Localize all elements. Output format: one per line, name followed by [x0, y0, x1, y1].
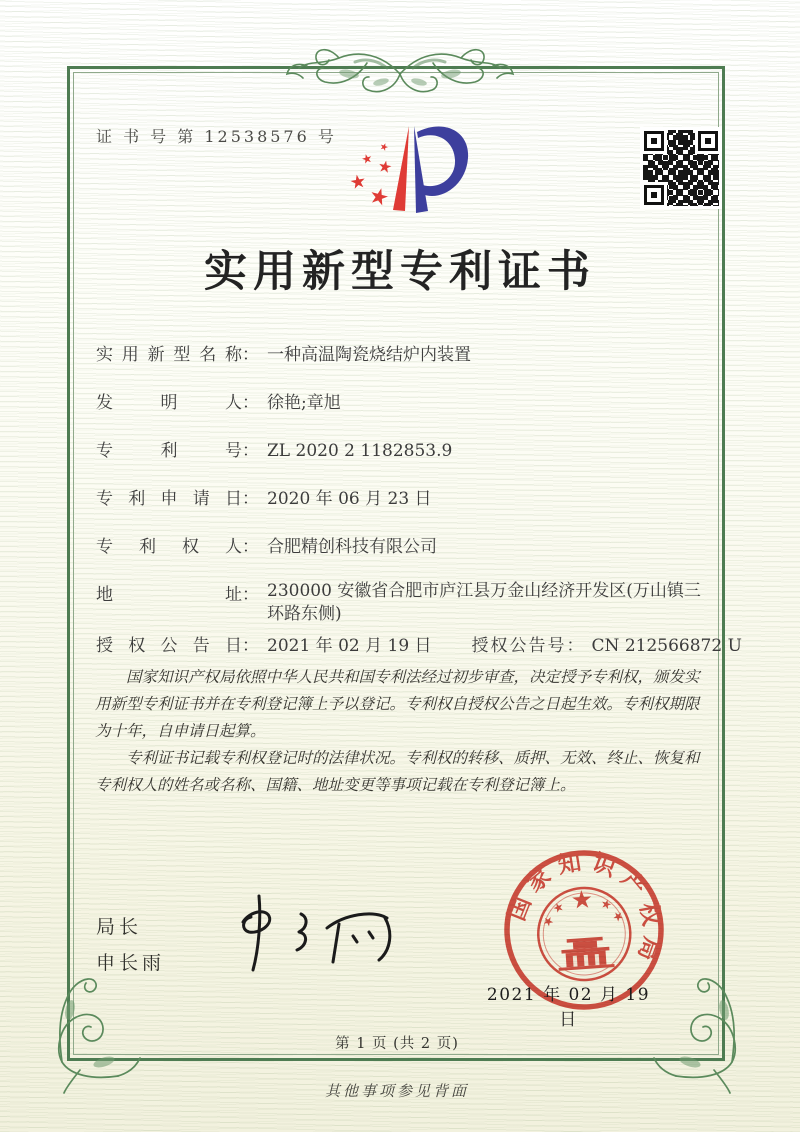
- cnipa-logo-icon: [330, 110, 495, 235]
- qr-finder-top-left: [644, 131, 664, 151]
- field-label: 专利权人: [96, 537, 242, 557]
- commissioner-title: 局长: [96, 916, 143, 938]
- legal-paragraph-2: 专利证书记载专利权登记时的法律状况。专利权的转移、质押、无效、终止、恢复和专利权人的姓名或名称、国籍、地址变更等事项记载在专利登记簿上。: [95, 749, 700, 794]
- legal-text-section: [95, 664, 709, 799]
- qr-finder-top-right: [698, 131, 718, 151]
- field-row-name: [96, 340, 716, 365]
- logo-stars: [350, 142, 393, 206]
- field-colon: ：: [242, 441, 259, 461]
- field-colon: ：: [242, 585, 259, 605]
- commissioner-name: 申长雨: [96, 952, 166, 974]
- certificate-title: 实用新型专利证书: [204, 247, 596, 297]
- legal-paragraph-1: 国家知识产权局依照中华人民共和国专利法经过初步审查，决定授予专利权，颁发实用新型专利证书并在专利登记簿上予以登记。专利权自授权公告之日起生效。专利权期限为十年，自申请日起算。: [95, 668, 700, 740]
- field-label: 实用新型名称: [96, 345, 242, 365]
- field-colon: ：: [242, 636, 259, 656]
- back-side-note: 其他事项参见背面: [324, 1082, 469, 1100]
- qr-finder-bottom-left: [644, 185, 664, 205]
- field-row-inventor: [96, 388, 716, 413]
- field-label: 发明人: [96, 393, 242, 413]
- field-value: 2021 年 02 月 19 日: [267, 636, 432, 656]
- logo-blue-wedge: [414, 126, 428, 213]
- field-colon: ：: [242, 393, 259, 413]
- field-row-address: [96, 580, 716, 626]
- seal-national-emblem: [535, 885, 633, 983]
- seal-ring-text: 国家知识产权局: [503, 847, 667, 972]
- field-colon: ：: [242, 345, 259, 365]
- field-label: 地址: [96, 585, 242, 605]
- field-value: 一种高温陶瓷烧结炉内装置: [267, 345, 471, 365]
- fields-section: [96, 340, 742, 679]
- field-colon: ：: [242, 489, 259, 509]
- field-value: 徐艳;章旭: [267, 393, 341, 413]
- field-colon: ：: [566, 636, 584, 656]
- certificate-number: 证 书 号 第 12538576 号: [96, 127, 337, 146]
- seal-date: 2021 年 02 月 19 日: [486, 985, 651, 1030]
- field-label: 授权公告日: [96, 636, 242, 656]
- field-row-grant: [96, 631, 742, 656]
- field-row-patentee: [96, 532, 716, 557]
- logo-p-bowl: [417, 126, 468, 196]
- handwritten-signature-icon: [215, 888, 415, 978]
- field-label: 专利申请日: [96, 489, 242, 509]
- field-row-patent-number: [96, 436, 716, 461]
- grant-number-label: 授权公告号: [471, 636, 567, 656]
- field-colon: ：: [242, 537, 259, 557]
- field-label: 专利号: [96, 441, 242, 461]
- field-value: 2020 年 06 月 23 日: [267, 489, 432, 509]
- field-value: ZL 2020 2 1182853.9: [267, 441, 453, 461]
- grant-number-value: CN 212566872 U: [591, 636, 742, 656]
- field-value: 230000 安徽省合肥市庐江县万金山经济开发区(万山镇三环路东侧): [267, 581, 701, 624]
- page-number: 第 1 页 (共 2 页): [335, 1036, 459, 1052]
- logo-red-wedge: [393, 126, 409, 211]
- qr-code-icon: [640, 127, 722, 209]
- field-value: 合肥精创科技有限公司: [267, 537, 437, 557]
- field-row-filing-date: [96, 484, 716, 509]
- border-ornament-top-icon: [283, 40, 517, 104]
